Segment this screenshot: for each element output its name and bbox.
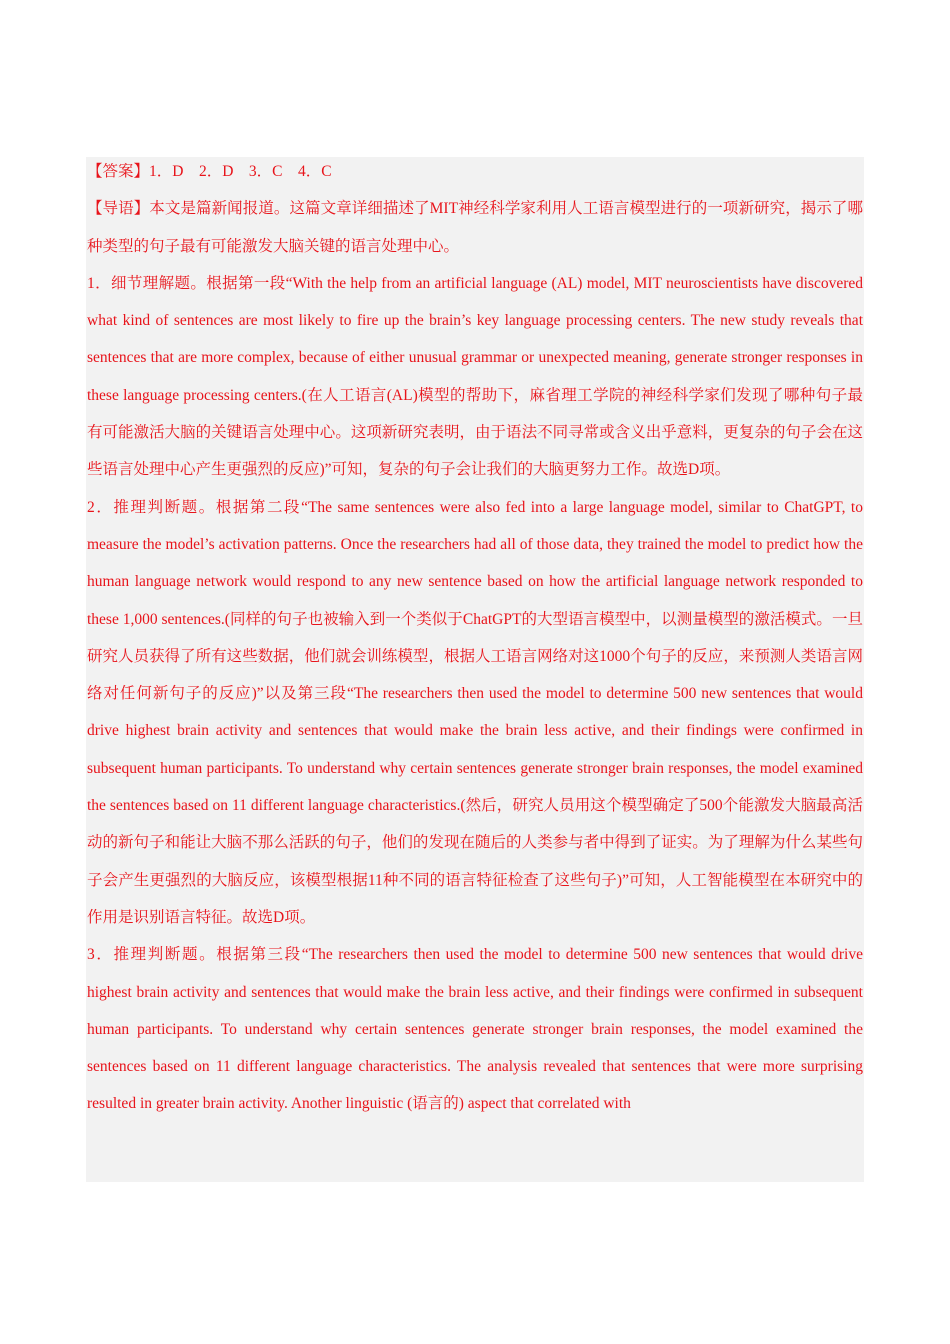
answer-key: 【答案】1．D 2．D 3．C 4．C [87, 163, 332, 180]
answer-explanation-text [87, 153, 863, 1123]
question-1-explanation: 1．细节理解题。根据第一段“With the help from an artificial language (AL) model, MIT neuroscientists have discovered what kind of sentences are most likely to fire up the brain’s key language processing centers. The new study reveals that sentences that are more complex, because of either unusual grammar or unexpected meaning, generate stronger responses in these language processing centers.(在人工语言(AL)模型的帮助下，麻省理工学院的神经科学家们发现了哪种句子最有可能激活大脑的关键语言处理中心。这项新研究表明，由于语法不同寻常或含义出乎意料，更复杂的句子会在这些语言处理中心产生更强烈的反应)”可知，复杂的句子会让我们的大脑更努力工作。故选D项。 [87, 274, 863, 479]
question-2-explanation: 2．推理判断题。根据第二段“The same sentences were also fed into a large language model, similar to ChatGPT, to measure the model’s activation patterns. Once the researchers had all of those data, they trained the model to predict how the human language network would respond to any new sentence based on how the artificial language network responded to these 1,000 sentences.(同样的句子也被输入到一个类似于ChatGPT的大型语言模型中，以测量模型的激活模式。一旦研究人员获得了所有这些数据，他们就会训练模型，根据人工语言网络对这1000个句子的反应，来预测人类语言网络对任何新句子的反应)”以及第三段“The researchers then used the model to determine 500 new sentences that would drive highest brain activity and sentences that would make the brain less active, and their findings were confirmed in subsequent human participants. To understand why certain sentences generate stronger brain responses, the model examined the sentences based on 11 different language characteristics.(然后，研究人员用这个模型确定了500个能激发大脑最高活动的新句子和能让大脑不那么活跃的句子，他们的发现在随后的人类参与者中得到了证实。为了理解为什么某些句子会产生更强烈的大脑反应，该模型根据11种不同的语言特征检查了这些句子)”可知，人工智能模型在本研究中的作用是识别语言特征。故选D项。 [87, 498, 863, 926]
intro-paragraph: 【导语】本文是篇新闻报道。这篇文章详细描述了MIT神经科学家利用人工语言模型进行的一项新研究，揭示了哪种类型的句子最有可能激发大脑关键的语言处理中心。 [87, 200, 863, 255]
question-3-explanation: 3．推理判断题。根据第三段“The researchers then used the model to determine 500 new sentences that would drive highest brain activity and sentences that would make the brain less active, and their findings were confirmed in subsequent human participants. To understand why certain sentences generate stronger brain responses, the model examined the sentences based on 11 different language characteristics. The analysis revealed that sentences that were more surprising resulted in greater brain activity. Another linguistic (语言的) aspect that correlated with [87, 946, 863, 1113]
